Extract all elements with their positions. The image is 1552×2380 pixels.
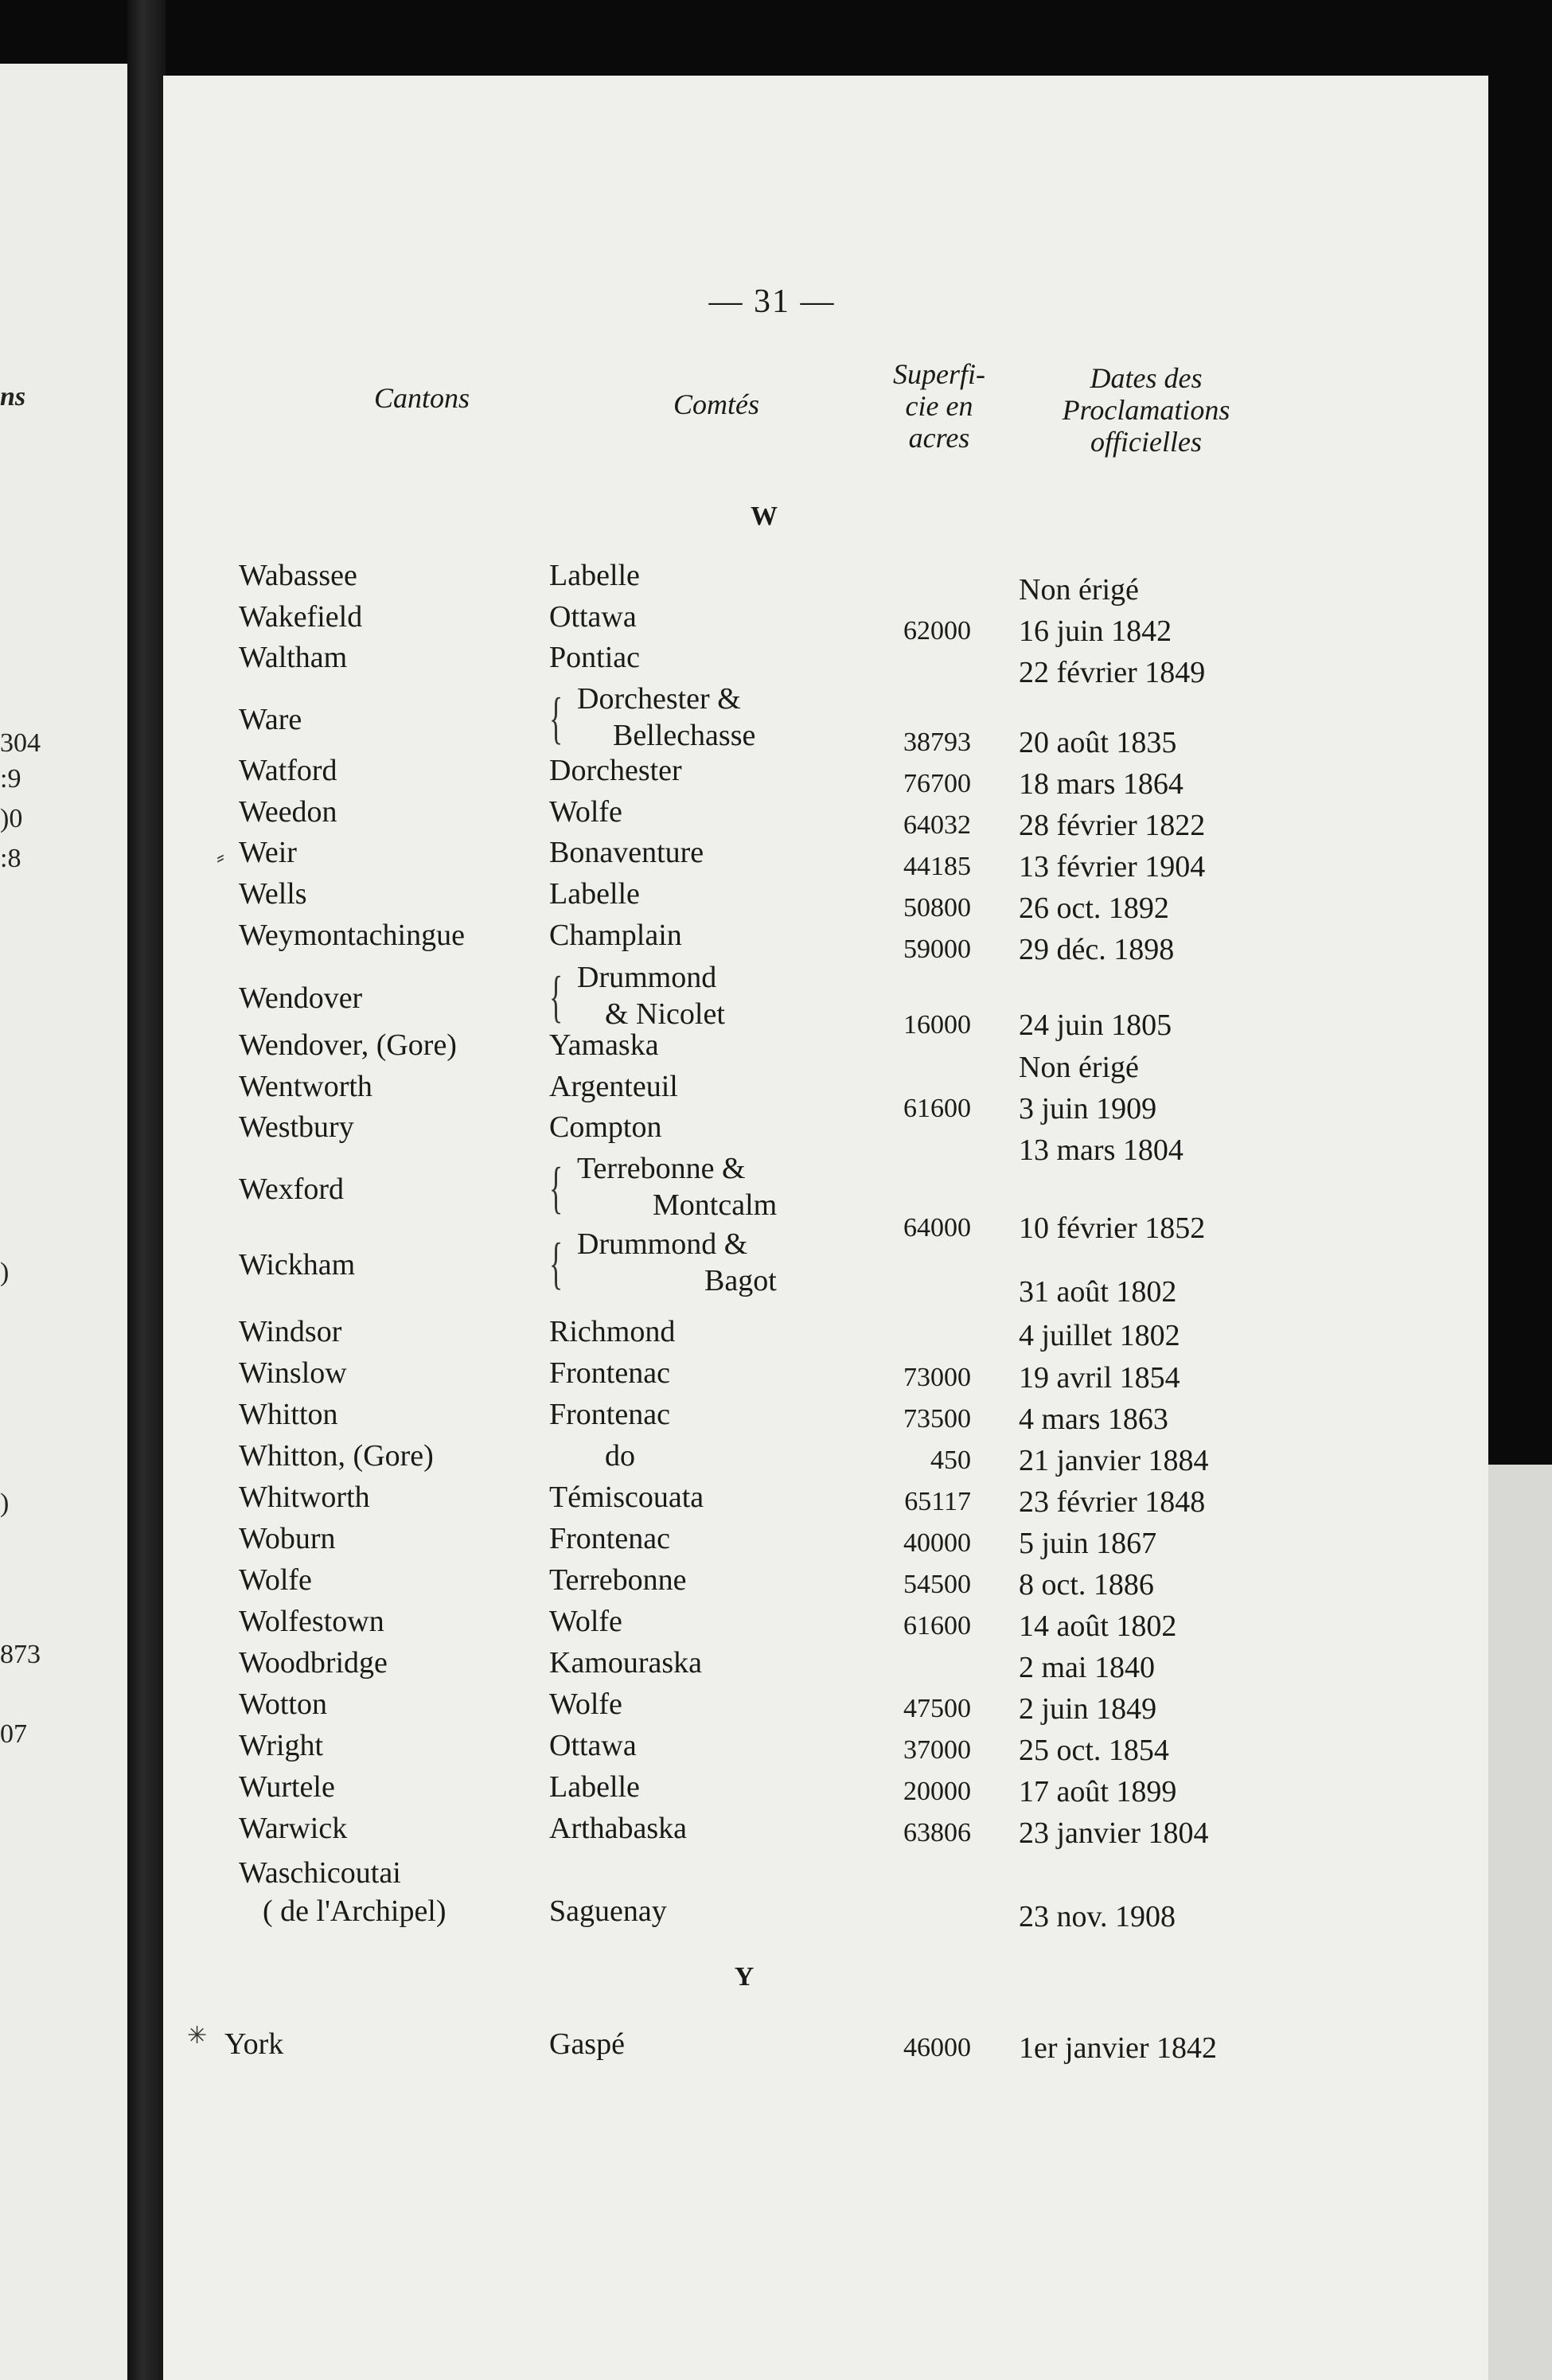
superficie-cell: 61600 — [903, 1094, 971, 1123]
header-superficie-line: Superfi- — [893, 358, 985, 390]
comte-cell: Wolfe — [549, 795, 622, 829]
comte-cell: Wolfe — [549, 1687, 622, 1721]
comte-cell: Dorchester — [549, 754, 682, 787]
comte-cell-continued: & Nicolet — [605, 997, 725, 1031]
header-comtes: Comtés — [673, 388, 759, 420]
comte-cell: Argenteuil — [549, 1070, 678, 1103]
brace-icon: { — [549, 1156, 563, 1219]
canton-cell: Wabassee — [239, 559, 357, 592]
canton-cell: Whitworth — [239, 1481, 370, 1514]
canton-cell: Weymontachingue — [239, 919, 465, 952]
date-cell: 24 juin 1805 — [1019, 1009, 1172, 1042]
date-cell: Non érigé — [1019, 573, 1139, 607]
comte-cell: Terrebonne — [549, 1563, 687, 1597]
date-cell: 10 février 1852 — [1019, 1211, 1206, 1245]
comte-cell: Gaspé — [549, 2027, 625, 2061]
canton-cell: Woburn — [239, 1522, 336, 1555]
book-gutter — [127, 0, 166, 2380]
canton-cell: Wolfe — [239, 1563, 312, 1597]
canton-cell: Weedon — [239, 795, 337, 829]
date-cell: 21 janvier 1884 — [1019, 1444, 1209, 1477]
date-cell: 16 juin 1842 — [1019, 615, 1172, 648]
canton-cell: Woodbridge — [239, 1646, 388, 1680]
comte-cell: Richmond — [549, 1315, 676, 1348]
header-cantons: Cantons — [373, 382, 470, 414]
canton-cell: Waschicoutai — [239, 1856, 401, 1890]
comte-cell: do — [605, 1439, 635, 1473]
left-fragment: )0 — [0, 804, 23, 833]
superficie-cell: 46000 — [903, 2033, 971, 2062]
canton-cell: Whitton — [239, 1398, 338, 1431]
date-cell: 23 janvier 1804 — [1019, 1816, 1209, 1850]
brace-icon: { — [549, 1231, 563, 1295]
header-superficie-line: cie en — [905, 390, 973, 422]
date-cell: 28 février 1822 — [1019, 809, 1206, 842]
date-cell: 23 nov. 1908 — [1019, 1900, 1176, 1933]
superficie-cell: 59000 — [903, 934, 971, 964]
left-fragment: :8 — [0, 844, 21, 873]
comte-cell: Ottawa — [549, 600, 637, 634]
comte-cell-continued: Montcalm — [653, 1188, 778, 1222]
comte-cell: Frontenac — [549, 1398, 670, 1431]
left-fragment: 873 — [0, 1640, 41, 1669]
section-letter-y: Y — [734, 1962, 755, 1992]
date-cell: 1er janvier 1842 — [1019, 2031, 1218, 2065]
comte-cell: Frontenac — [549, 1356, 670, 1390]
comte-cell: Champlain — [549, 919, 682, 952]
date-cell: 31 août 1802 — [1019, 1275, 1177, 1309]
date-cell: 29 déc. 1898 — [1019, 933, 1175, 966]
date-cell: 25 oct. 1854 — [1019, 1734, 1169, 1767]
superficie-cell: 44185 — [903, 852, 971, 881]
superficie-cell: 76700 — [903, 769, 971, 798]
canton-cell: Wright — [239, 1729, 324, 1762]
comte-cell: Drummond — [577, 961, 717, 994]
date-cell: 20 août 1835 — [1019, 726, 1177, 759]
comte-cell: Wolfe — [549, 1605, 622, 1638]
brace-icon: { — [549, 965, 563, 1028]
left-fragment: 07 — [0, 1719, 27, 1749]
superficie-cell: 37000 — [903, 1735, 971, 1765]
comte-cell: Dorchester & — [577, 682, 741, 716]
date-cell: 17 août 1899 — [1019, 1775, 1177, 1808]
superficie-cell: 16000 — [903, 1010, 971, 1040]
page — [163, 76, 1488, 2380]
superficie-cell: 64032 — [903, 810, 971, 840]
superficie-cell: 61600 — [903, 1611, 971, 1641]
canton-cell: Wendover — [239, 981, 363, 1015]
date-cell: Non érigé — [1019, 1051, 1139, 1084]
comte-cell: Pontiac — [549, 641, 640, 674]
header-dates-line: Dates des — [1090, 362, 1203, 394]
date-cell: 3 juin 1909 — [1019, 1092, 1157, 1126]
header-dates-line: Proclamations — [1062, 394, 1230, 426]
date-cell: 22 février 1849 — [1019, 656, 1206, 689]
canton-cell: Wolfestown — [239, 1605, 384, 1638]
comte-cell-continued: Bellechasse — [613, 719, 756, 752]
header-dates — [1027, 362, 1265, 458]
canton-cell: Whitton, (Gore) — [239, 1439, 434, 1473]
canton-cell: Wentworth — [239, 1070, 372, 1103]
next-page-edge — [1488, 1465, 1552, 2380]
left-fragment: ) — [0, 1258, 10, 1287]
comte-cell: Arthabaska — [549, 1812, 688, 1845]
canton-cell: York — [224, 2027, 284, 2061]
superficie-cell: 47500 — [903, 1694, 971, 1723]
canton-cell: Ware — [239, 703, 302, 736]
date-cell: 2 juin 1849 — [1019, 1692, 1157, 1726]
canton-cell: Watford — [239, 754, 337, 787]
comte-cell: Saguenay — [549, 1894, 667, 1928]
left-fragment: 304 — [0, 728, 41, 758]
canton-cell: Warwick — [239, 1812, 348, 1845]
comte-cell: Labelle — [549, 559, 640, 592]
canton-cell: Winslow — [239, 1356, 347, 1390]
superficie-cell: 62000 — [903, 616, 971, 646]
date-cell: 13 mars 1804 — [1019, 1133, 1183, 1167]
date-cell: 26 oct. 1892 — [1019, 892, 1169, 925]
superficie-cell: 450 — [930, 1446, 971, 1475]
date-cell: 8 oct. 1886 — [1019, 1568, 1154, 1602]
canton-cell: ( de l'Archipel) — [263, 1894, 446, 1928]
section-letter-w: W — [751, 501, 778, 531]
comte-cell: Kamouraska — [549, 1646, 703, 1680]
comte-cell: Yamaska — [549, 1028, 659, 1062]
canton-cell: Wakefield — [239, 600, 363, 634]
superficie-cell: 73500 — [903, 1404, 971, 1434]
superficie-cell: 38793 — [903, 728, 971, 757]
canton-cell: Wotton — [239, 1687, 327, 1721]
comte-cell: Témiscouata — [549, 1481, 704, 1514]
comte-cell: Bonaventure — [549, 836, 704, 869]
canton-cell: Westbury — [239, 1110, 354, 1144]
date-cell: 2 mai 1840 — [1019, 1651, 1155, 1684]
canton-cell: Wickham — [239, 1248, 356, 1282]
canton-cell: Wells — [239, 877, 307, 911]
header-superficie — [868, 358, 1011, 454]
comte-cell: Terrebonne & — [577, 1152, 746, 1185]
comte-cell: Drummond & — [577, 1227, 748, 1261]
comte-cell: Labelle — [549, 877, 640, 911]
date-cell: 4 juillet 1802 — [1019, 1319, 1180, 1352]
header-superficie-line: acres — [908, 422, 970, 454]
left-fragment: :9 — [0, 764, 21, 794]
date-cell: 19 avril 1854 — [1019, 1361, 1180, 1395]
superficie-cell: 64000 — [903, 1213, 971, 1243]
superficie-cell: 20000 — [903, 1777, 971, 1806]
left-page-edge — [0, 64, 127, 2380]
superficie-cell: 63806 — [903, 1818, 971, 1847]
date-cell: 18 mars 1864 — [1019, 767, 1183, 801]
canton-cell: Windsor — [239, 1315, 342, 1348]
header-dates-line: officielles — [1090, 426, 1202, 458]
comte-cell: Labelle — [549, 1770, 640, 1804]
canton-cell: Wexford — [239, 1172, 344, 1206]
canton-cell: Waltham — [239, 641, 348, 674]
superficie-cell: 54500 — [903, 1570, 971, 1599]
date-cell: 14 août 1802 — [1019, 1609, 1177, 1643]
comte-cell: Frontenac — [549, 1522, 670, 1555]
canton-cell: Wurtele — [239, 1770, 335, 1804]
page-number: — 31 — — [708, 283, 836, 320]
superficie-cell: 73000 — [903, 1363, 971, 1392]
pencil-mark-icon: ⸗ — [216, 844, 224, 870]
canton-cell: Weir — [239, 836, 297, 869]
comte-cell: Ottawa — [549, 1729, 637, 1762]
left-fragment: ns — [0, 382, 26, 412]
superficie-cell: 40000 — [903, 1528, 971, 1558]
comte-cell-continued: Bagot — [704, 1264, 777, 1297]
left-fragment: ) — [0, 1488, 10, 1518]
superficie-cell: 50800 — [903, 893, 971, 923]
comte-cell: Compton — [549, 1110, 662, 1144]
date-cell: 23 février 1848 — [1019, 1485, 1206, 1519]
brace-icon: { — [549, 686, 563, 750]
date-cell: 13 février 1904 — [1019, 850, 1206, 884]
asterisk-mark-icon: ✳ — [187, 2023, 208, 2049]
canton-cell: Wendover, (Gore) — [239, 1028, 457, 1062]
date-cell: 4 mars 1863 — [1019, 1403, 1168, 1436]
superficie-cell: 65117 — [904, 1487, 971, 1516]
date-cell: 5 juin 1867 — [1019, 1527, 1157, 1560]
